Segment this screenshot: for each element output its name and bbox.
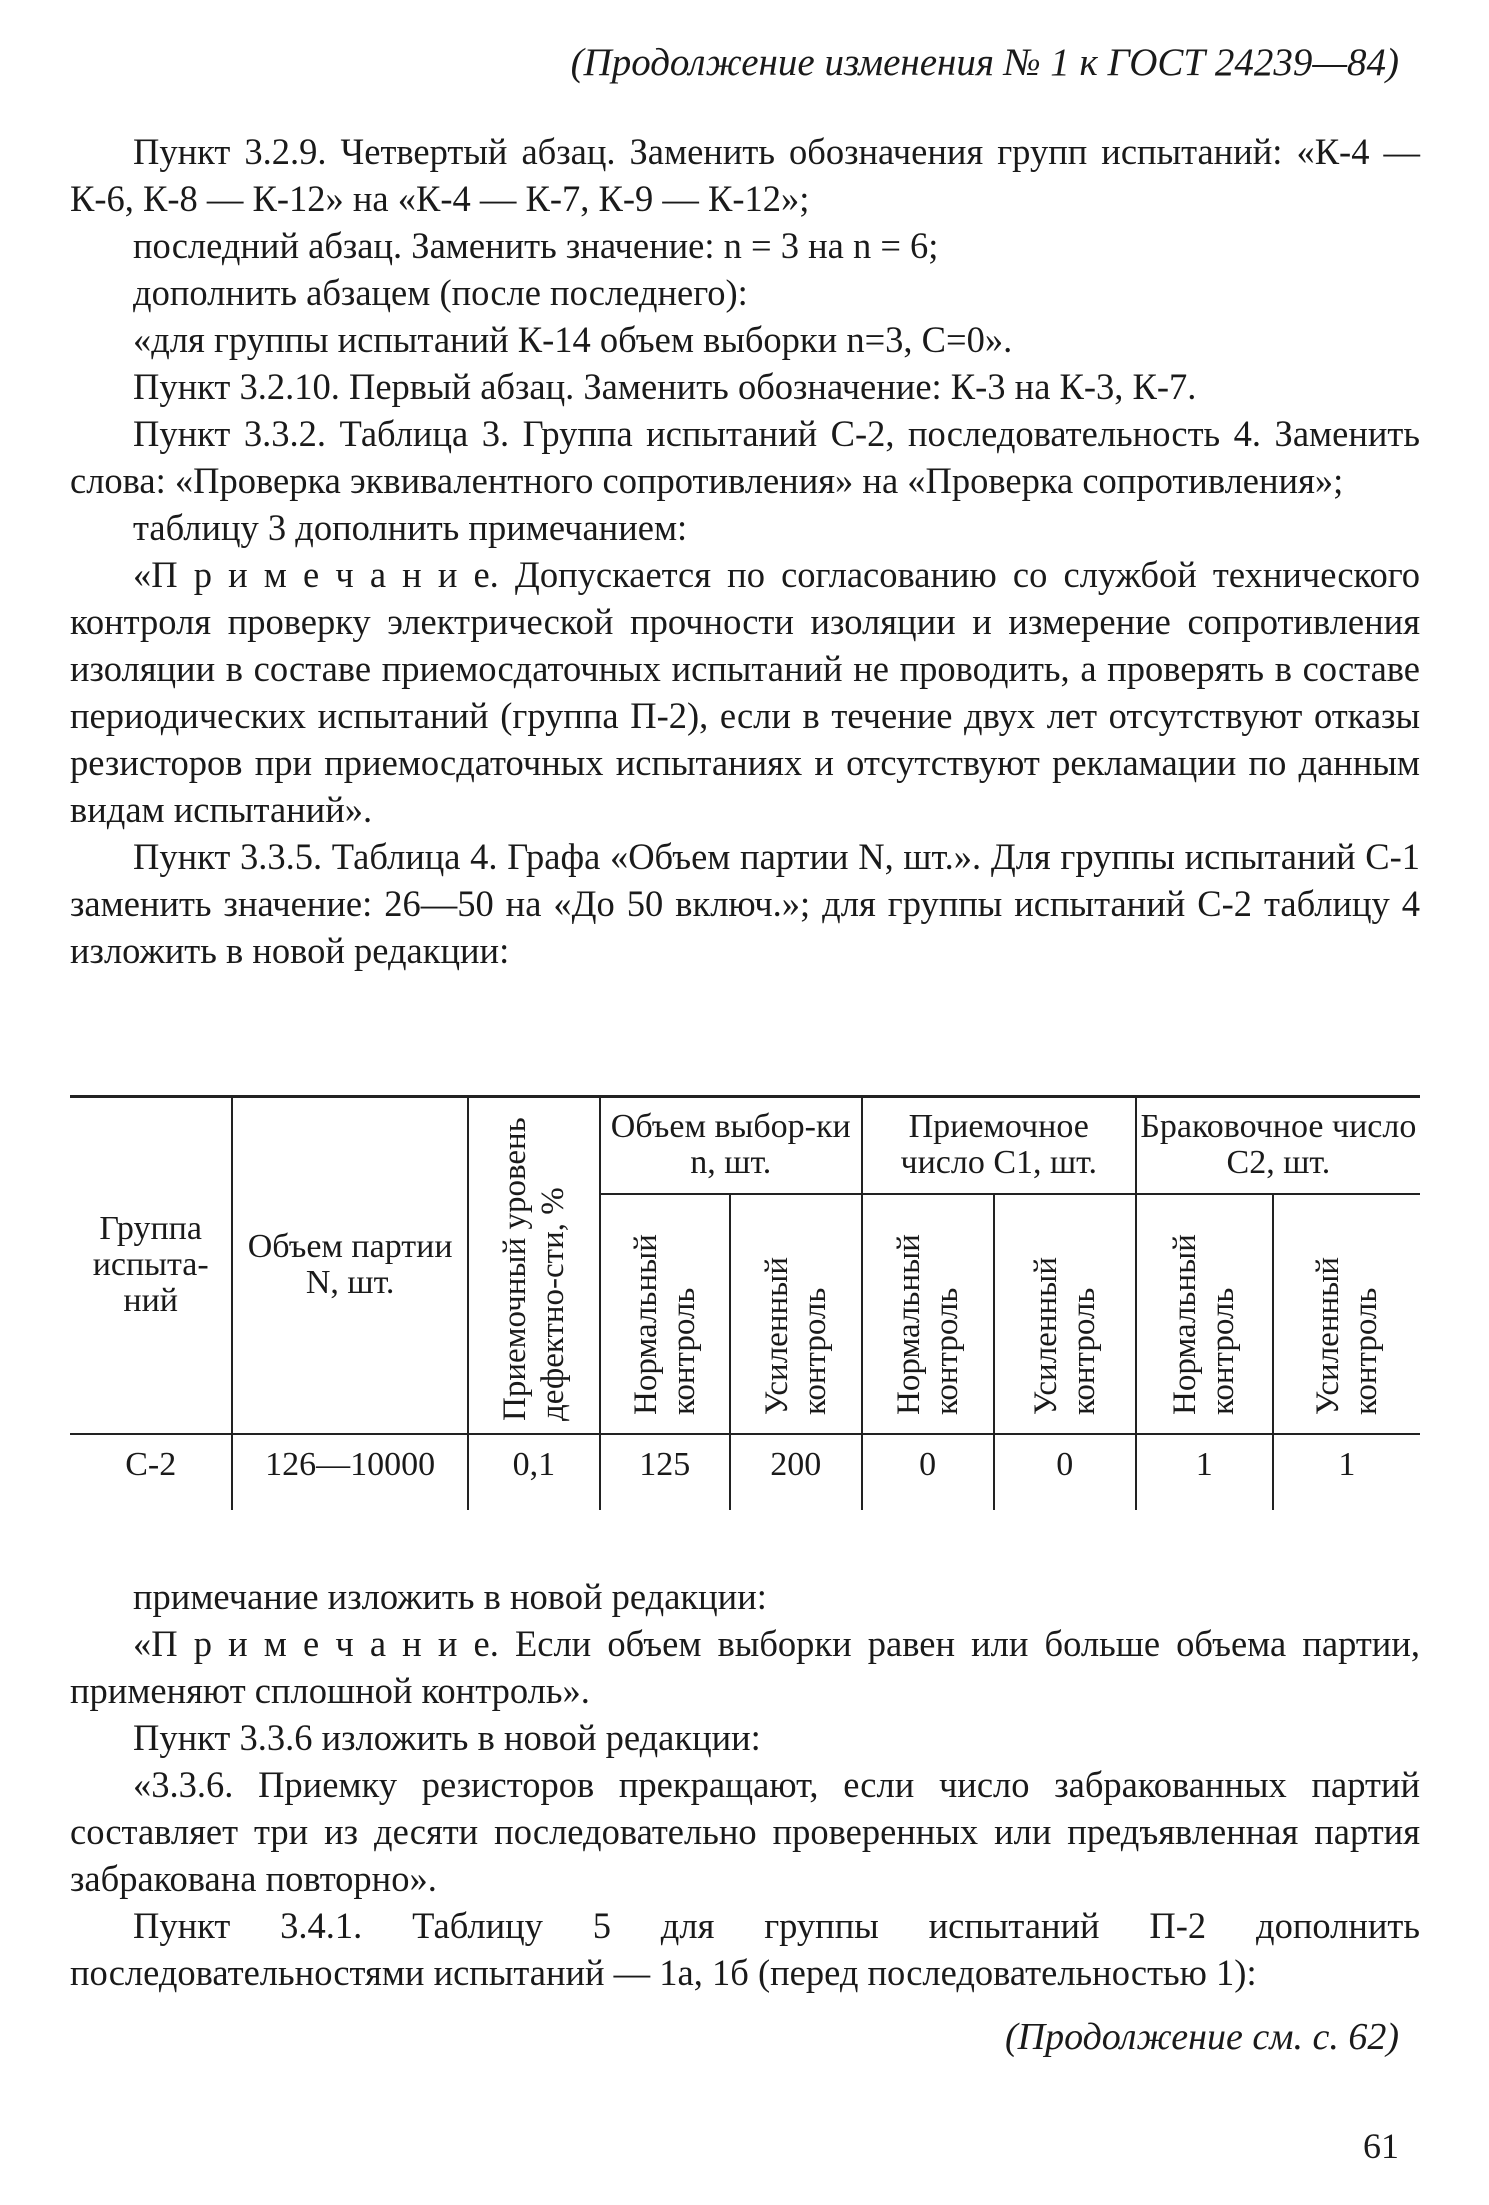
subheader-normal: Нормальный контроль (862, 1194, 994, 1434)
continuation-note: (Продолжение см. с. 62) (1004, 2016, 1399, 2058)
body-text (70, 128, 1420, 974)
cell-sample-tightened: 200 (730, 1434, 862, 1510)
body-text-continued (70, 1573, 1420, 1996)
paragraph: Пункт 3.2.9. Четвертый абзац. Заменить обозначения групп испытаний: «К-4 — К-6, К-8 — К-12» на «К-4 — К-7, К-9 — К-12»; (70, 131, 1420, 219)
subheader-normal: Нормальный контроль (1136, 1194, 1273, 1434)
cell-group: С-2 (70, 1434, 232, 1510)
header-accept-number: Приемочное число C1, шт. (862, 1097, 1136, 1194)
cell-aql: 0,1 (468, 1434, 600, 1510)
table-4 (70, 1095, 1420, 1510)
header-aql: Приемочный уровень дефектно-сти, % (468, 1097, 600, 1434)
paragraph: примечание изложить в новой редакции: (133, 1576, 767, 1617)
running-header: (Продолжение изменения № 1 к ГОСТ 24239—84) (570, 41, 1399, 84)
header-group: Группа испыта-ний (70, 1097, 232, 1434)
header-sample-size: Объем выбор-ки n, шт. (600, 1097, 862, 1194)
subheader-tightened: Усиленный контроль (730, 1194, 862, 1434)
paragraph: Пункт 3.4.1. Таблицу 5 для группы испытаний П-2 дополнить последовательностями испытаний — 1а, 1б (перед последовательностью 1): (70, 1905, 1420, 1993)
cell-accept-tightened: 0 (994, 1434, 1136, 1510)
paragraph: Пункт 3.2.10. Первый абзац. Заменить обозначение: К-3 на К-3, К-7. (133, 366, 1197, 407)
subheader-normal: Нормальный контроль (600, 1194, 730, 1434)
paragraph: «П р и м е ч а н и е. Допускается по согласованию со службой технического контроля проверку электрической прочности изоляции и измерение сопротивления изоляции в составе приемосдаточных испытаний не проводить, а проверять в составе периодических испытаний (группа П-2), если в течение двух лет отсутствуют отказы резисторов при приемосдаточных испытаниях и отсутствуют рекламации по данным видам испытаний». (70, 554, 1420, 830)
paragraph: «П р и м е ч а н и е. Если объем выборки равен или больше объема партии, применяют сплошной контроль». (70, 1623, 1420, 1711)
paragraph: дополнить абзацем (после последнего): (133, 272, 748, 313)
paragraph: таблицу 3 дополнить примечанием: (133, 507, 688, 548)
paragraph: «для группы испытаний К-14 объем выборки n=3, С=0». (133, 319, 1013, 360)
paragraph: последний абзац. Заменить значение: n = 3 на n = 6; (133, 225, 939, 266)
paragraph: Пункт 3.3.6 изложить в новой редакции: (133, 1717, 761, 1758)
subheader-tightened: Усиленный контроль (1273, 1194, 1420, 1434)
header-lot-size: Объем партии N, шт. (232, 1097, 467, 1434)
paragraph: «3.3.6. Приемку резисторов прекращают, если число забракованных партий составляет три из десяти последовательно проверенных или предъявленная партия забракована повторно». (70, 1764, 1420, 1899)
subheader-tightened: Усиленный контроль (994, 1194, 1136, 1434)
cell-reject-tightened: 1 (1338, 1445, 1356, 1483)
cell-accept-normal: 0 (862, 1434, 994, 1510)
page-number: 61 (1363, 2126, 1399, 2166)
sampling-table (70, 1095, 1420, 1510)
cell-lot-size: 126—10000 (232, 1434, 467, 1510)
cell-sample-normal: 125 (600, 1434, 730, 1510)
paragraph: Пункт 3.3.2. Таблица 3. Группа испытаний С-2, последовательность 4. Заменить слова: «Проверка эквивалентного сопротивления» на «Проверка сопротивления»; (70, 413, 1420, 501)
paragraph: Пункт 3.3.5. Таблица 4. Графа «Объем партии N, шт.». Для группы испытаний С-1 заменить значение: 26—50 на «До 50 включ.»; для группы испытаний С-2 таблицу 4 изложить в новой редакции: (70, 836, 1420, 971)
header-reject-number: Браковочное число C2, шт. (1136, 1097, 1420, 1194)
cell-reject-normal: 1 (1136, 1434, 1273, 1510)
table-row (70, 1434, 1420, 1510)
